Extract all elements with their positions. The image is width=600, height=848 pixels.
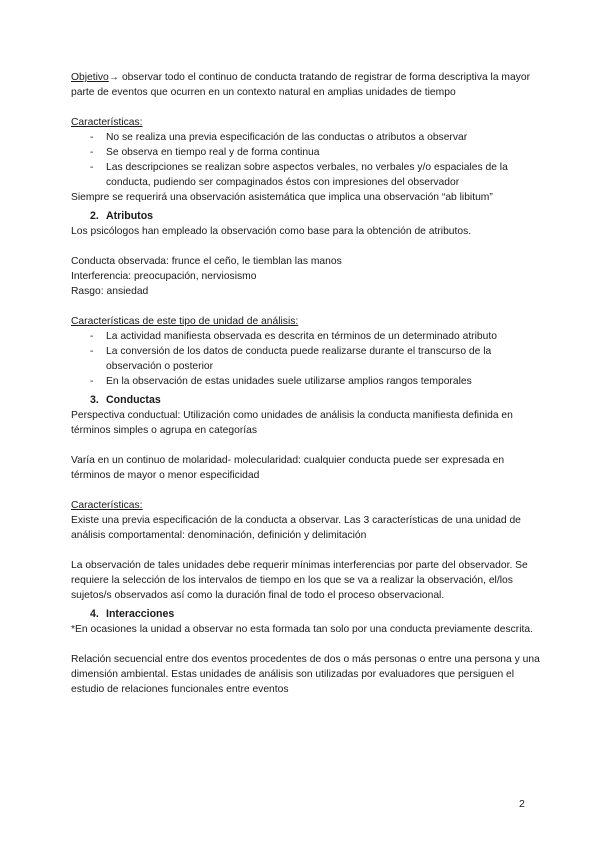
list-item: - En la observación de estas unidades suele utilizarse amplios rangos temporales [71,374,541,389]
page-number: 2 [519,798,525,810]
conductas-paragraph: Existe una previa especificación de la conducta a observar. Las 3 características de una unidad de análisis comportamental: denominación, definición y delimitación [71,515,521,541]
example-line: Interferencia: preocupación, nerviosismo [71,271,257,282]
section-title: Atributos [106,210,154,222]
caracteristicas-list [71,130,541,190]
section-number: 2. [90,210,99,222]
interacciones-paragraph: Relación secuencial entre dos eventos procedentes de dos o más personas o entre una persona y una dimensión ambiental. Estas unidades de análisis son utilizadas por evaluadores que persiguen el estudio de relaciones funcionales entre eventos [71,654,540,695]
objetivo-text: → observar todo el continuo de conducta tratando de registrar de forma descriptiva la mayor parte de eventos que ocurren en un contexto natural en amplias unidades de tiempo [71,72,531,98]
objetivo-label: Objetivo [71,72,109,83]
section-heading-atributos [71,209,541,224]
interacciones-paragraph: *En ocasiones la unidad a observar no esta formada tan solo por una conducta previamente descrita. [71,624,533,635]
list-item: - Las descripciones se realizan sobre aspectos verbales, no verbales y/o espaciales de la conducta, pudiendo ser compaginados éstos con impresiones del observador [71,160,541,190]
ab-libitum-paragraph: Siempre se requerirá una observación asistemática que implica una observación “ab libitum” [71,192,493,203]
section-heading-conductas [71,393,541,408]
objetivo-paragraph [71,70,541,100]
section-number: 4. [90,608,99,620]
section-title: Interacciones [106,608,175,620]
conductas-paragraph: Perspectiva conductual: Utilización como unidades de análisis la conducta manifiesta definida en términos simples o agrupa en categorías [71,410,513,436]
section-title: Conductas [106,394,161,406]
list-item: - La actividad manifiesta observada es descrita en términos de un determinado atributo [71,329,541,344]
atributos-caracteristicas-heading: Características de este tipo de unidad de análisis: [71,316,299,327]
list-item: - La conversión de los datos de conducta puede realizarse durante el transcurso de la observación o posterior [71,344,541,374]
example-line: Rasgo: ansiedad [71,286,149,297]
example-line: Conducta observada: frunce el ceño, le tiemblan las manos [71,256,342,267]
page-content [71,70,541,697]
atributos-intro: Los psicólogos han empleado la observación como base para la obtención de atributos. [71,226,472,237]
conductas-paragraph: Varía en un continuo de molaridad- molecularidad: cualquier conducta puede ser expresada en términos de mayor o menor especificidad [71,455,505,481]
section-number: 3. [90,394,99,406]
list-item: - No se realiza una previa especificación de las conductas o atributos a observar [71,130,541,145]
conductas-paragraph: La observación de tales unidades debe requerir mínimas interferencias por parte del observador. Se requiere la selección de los intervalos de tiempo en los que se va a realizar la observación, el/los sujetos/s observados así como la duración final de todo el proceso observacional. [71,560,528,601]
section-heading-interacciones [71,607,541,622]
caracteristicas-heading: Características: [71,117,143,128]
atributos-list [71,329,541,389]
conductas-caracteristicas-heading: Características: [71,500,143,511]
list-item: - Se observa en tiempo real y de forma continua [71,145,541,160]
